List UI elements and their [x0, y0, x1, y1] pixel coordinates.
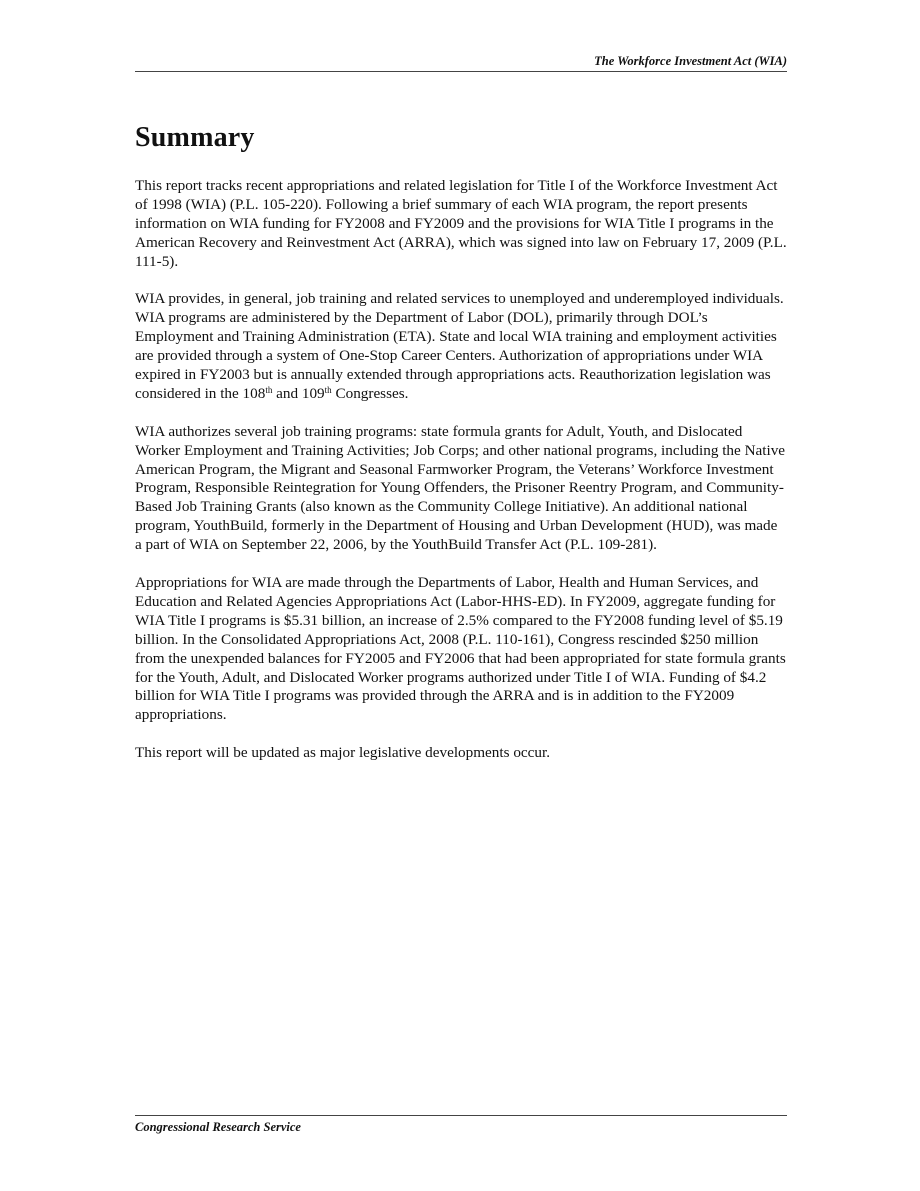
running-footer-organization: Congressional Research Service — [135, 1120, 301, 1134]
paragraph-2-text-before: WIA provides, in general, job training and related services to unemployed and underemployed individuals. WIA programs are administered by the Department of Labor (DOL), primarily through DOL’s Employment and Training Administration (ETA). State and local WIA training and employment activities are provided through a system of One-Stop Career Centers. Authorization of appropriations under WIA expired in FY2003 but is annually extended through appropriations acts. Reauthorization legislation was considered in the 108 — [135, 290, 784, 402]
summary-body — [135, 177, 787, 782]
superscript-th-1: th — [265, 384, 273, 395]
running-header-title: The Workforce Investment Act (WIA) — [594, 54, 787, 68]
footer-rule — [135, 1115, 787, 1116]
paragraph-3: WIA authorizes several job training programs: state formula grants for Adult, Youth, and Dislocated Worker Employment and Training Activities; Job Corps; and other national programs, including the Native American Program, the Migrant and Seasonal Farmworker Program, the Veterans’ Workforce Investment Program, Responsible Reintegration for Young Offenders, the Prisoner Reentry Program, and Community-Based Job Training Grants (also known as the Community College Initiative). An additional national program, YouthBuild, formerly in the Department of Housing and Urban Development (HUD), was made a part of WIA on September 22, 2006, by the YouthBuild Transfer Act (P.L. 109-281). — [135, 422, 786, 554]
header-rule — [135, 71, 787, 72]
paragraph-1: This report tracks recent appropriations and related legislation for Title I of the Workforce Investment Act of 1998 (WIA) (P.L. 105-220). Following a brief summary of each WIA program, the report presents information on WIA funding for FY2008 and FY2009 and the provisions for WIA Title I programs in the American Recovery and Reinvestment Act (ARRA), which was signed into law on February 17, 2009 (P.L. 111-5). — [135, 177, 787, 270]
page-title: Summary — [135, 122, 255, 153]
paragraph-2-text-after: Congresses. — [331, 384, 409, 402]
paragraph-2 — [135, 290, 787, 403]
superscript-th-2: th — [324, 384, 332, 395]
paragraph-4: Appropriations for WIA are made through the Departments of Labor, Health and Human Services, and Education and Related Agencies Appropriations Act (Labor-HHS-ED). In FY2009, aggregate funding for WIA Title I programs is $5.31 billion, an increase of 2.5% compared to the FY2008 funding level of $5.19 billion. In the Consolidated Appropriations Act, 2008 (P.L. 110-161), Congress rescinded $250 million from the unexpended balances for FY2005 and FY2006 that had been appropriated for state formula grants for the Youth, Adult, and Dislocated Worker programs authorized under Title I of WIA. Funding of $4.2 billion for WIA Title I programs was provided through the ARRA and is in addition to the FY2009 appropriations. — [135, 573, 786, 724]
paragraph-2-text-middle: and 109 — [272, 384, 325, 402]
paragraph-5: This report will be updated as major legislative developments occur. — [135, 744, 551, 762]
